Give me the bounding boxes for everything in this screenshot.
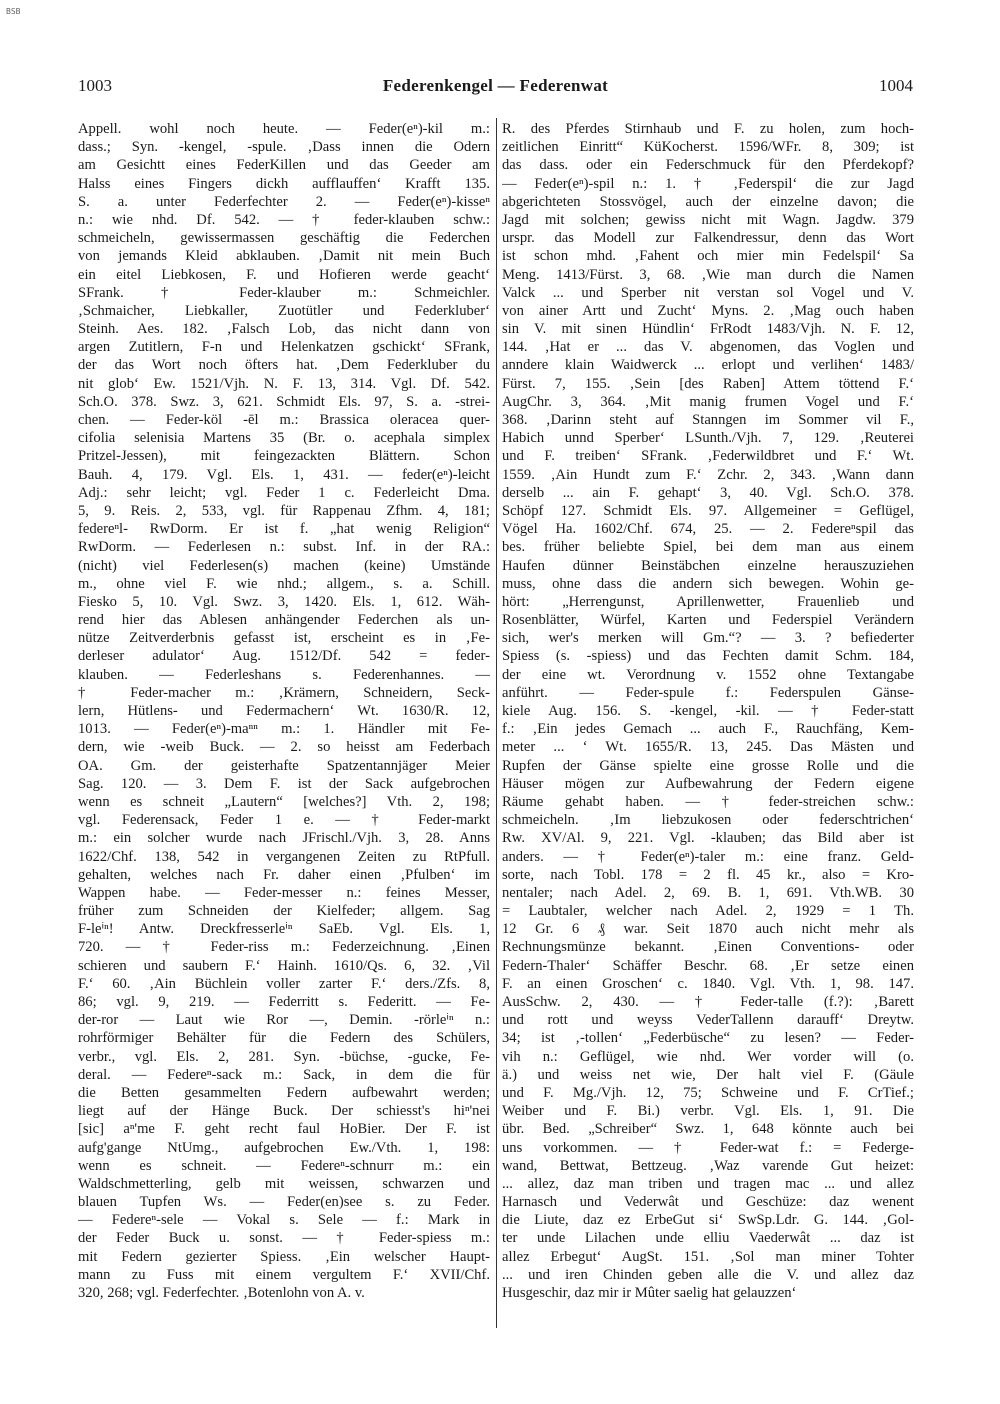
text-line: wand, Bettwat, Bettzeug. ‚Waz varende Gut heizet: — [502, 1157, 914, 1174]
text-line: Fiesko 5, 10. Vgl. Swz. 3, 1420. Els. 1, 612. Wäh- — [78, 593, 490, 610]
text-line: mann zu Fuss mit einem vergultem F.‘ XVII/Chf. — [78, 1266, 490, 1283]
text-line: m.: ein solcher wurde nach JFrischl./Vjh. 3, 28. Anns — [78, 830, 490, 847]
text-line: 1559. ‚Ain Hundt zum F.‘ Zchr. 2, 343. ‚Wann dann — [502, 466, 914, 483]
text-line: f.: ‚Ein jedes Gemach ... auch F., Rauchfäng, Kem- — [502, 721, 914, 738]
text-line: schmeicheln. ‚Im liebzukosen oder federschtrichen‘ — [502, 812, 914, 829]
text-line: ist schon mhd. ‚Fahent och mier min Fedelspil‘ Sa — [502, 248, 914, 265]
text-line: Schöpf 127. Schmidt Els. 97. Allgemeiner = Geflügel, — [502, 502, 914, 519]
text-line: hört: „Herrengunst, Aprillenwetter, Frauenlieb und — [502, 593, 914, 610]
text-line: der Feder Buck u. sonst. — † Feder-spiess m.: — [78, 1230, 490, 1247]
text-line: † Feder-macher m.: ‚Krämern, Schneidern, Seck- — [78, 684, 490, 701]
text-line: 320, 268; vgl. Federfechter. ‚Botenlohn von A. v. — [78, 1285, 365, 1301]
text-line: deral. — Federeⁿ-sack m.: Sack, in dem die für — [78, 1066, 490, 1083]
text-line: lern, Hütlens- und Federmachern‘ Wt. 1630/R. 12, — [78, 703, 490, 719]
page-header — [78, 76, 913, 98]
text-line: klauben. — Federleshans s. Federenhannes. — — [78, 666, 490, 683]
text-line: wenn es schneit. — Federeⁿ-schnurr m.: ein — [78, 1157, 490, 1174]
text-line: verbr., vgl. Els. 2, 281. Syn. -büchse, -gucke, Fe- — [78, 1048, 490, 1065]
text-line: gehalten, welches nach Fr. daher einen ‚Pfulben‘ im — [78, 866, 490, 883]
text-line: Häuser mögen zur Aufbewahrung der Federn eigene — [502, 775, 914, 792]
text-line: sorte, nach Tobl. 178 = 2 fl. 45 kr., also = Kro- — [502, 866, 914, 883]
text-line: F.‘ 60. ‚Ain Büchlein voller zarter F.‘ ders./Zfs. 8, — [78, 975, 490, 992]
text-line: blauen Tupfen Ws. — Feder(en)see s. zu Feder. — [78, 1194, 490, 1211]
text-line: R. des Pferdes Stirnhaub und F. zu holen, zum hoch- — [502, 121, 914, 137]
text-line: die Liute, daz ez ErbeGut si‘ SwSp.Ldr. G. 144. ‚Gol- — [502, 1212, 914, 1229]
page-title: Federenkengel — Federenwat — [382, 76, 609, 95]
text-line: rohrförmiger Behälter für die Federn des Schülers, — [78, 1030, 490, 1047]
text-line: Pritzel-Jessen), mit feingezackten Blättern. Schon — [78, 448, 490, 465]
text-line: nentaler; nach Adel. 2, 69. B. 1, 691. Vth.WB. 30 — [502, 884, 914, 901]
text-line: federeⁿl- RwDorm. Er ist f. „hat wenig Religion“ — [78, 521, 490, 538]
text-line: vih n.: Geflügel, wie nhd. Wer vorder will (o. — [502, 1048, 914, 1065]
text-line: wenn es schneit „Lautern“ [welches?] Vth. 2, 198; — [78, 793, 490, 810]
column-divider — [496, 118, 497, 1328]
text-line: Meng. 1413/Fürst. 3, 68. ‚Wie man durch die Namen — [502, 266, 914, 283]
text-line: (nicht) viel Federlesen(s) machen (keine) Umstände — [78, 557, 490, 574]
text-line: Valck ... und Sperber nit verstan sol Vogel und V. — [502, 284, 914, 301]
text-line: mit Federn gezierter Spiess. ‚Ein welscher Haupt- — [78, 1248, 490, 1265]
text-line: 34; ist ‚-tollen‘ „Federbüsche“ zu lesen? — Feder- — [502, 1030, 914, 1047]
text-line: Husgeschir, daz mir ir Mûter saelig hat gelauzzen‘ — [502, 1285, 797, 1301]
text-line: Räume gehabt haben. — † feder-streichen schw.: — [502, 793, 914, 810]
text-line: sich, wer's merken will Gm.“? — 3. ? befiederter — [502, 630, 914, 647]
text-line: m., ohne viel F. wie nhd.; allgem., s. a. Schill. — [78, 575, 490, 592]
text-line: Habich unnd Sperber‘ LSunth./Vjh. 7, 129. ‚Reuterei — [502, 430, 914, 447]
text-line: nit glob‘ Ew. 1521/Vjh. N. F. 13, 314. Vgl. Df. 542. — [78, 375, 490, 392]
text-line: anders. — † Feder(eⁿ)-taler m.: eine franz. Geld- — [502, 848, 914, 865]
text-line: Spiess (s. -spiess) und das Fechten damit Schm. 184, — [502, 648, 914, 665]
text-line: [sic] aⁿ'me F. geht recht faul HoBier. Der F. ist — [78, 1121, 490, 1138]
left-column — [78, 120, 490, 1302]
text-line: — Feder(eⁿ)-spil n.: 1. † ‚Federspil‘ die zur Jagd — [502, 175, 914, 192]
text-line: Wappen habe. — Feder-messer n.: feines Messer, — [78, 884, 490, 901]
right-column — [502, 120, 914, 1302]
text-line: der eine wt. Verordnung v. 1552 ohne Textangabe — [502, 666, 914, 683]
text-line: ‚Schmaicher, Liebkaller, Zuotütler und Federkluber‘ — [78, 302, 490, 319]
text-line: Federn-Thaler‘ Schäffer Beschr. 68. ‚Er setze einen — [502, 957, 914, 974]
text-line: 368. ‚Darinn steht auf Stanngen im Sommer vil F., — [502, 412, 914, 428]
text-line: RwDorm. — Federlesen n.: subst. Inf. in der RA.: — [78, 539, 490, 556]
text-line: 144. ‚Hat er ... das V. abgenomen, das Voglen und — [502, 339, 914, 356]
text-line: zeitlichen Einritt“ KüKocherst. 1596/WFr. 8, 309; ist — [502, 139, 914, 156]
text-line: Jagd mit solchen; gewiss nicht mit Wagn. Jagdw. 379 — [502, 211, 914, 228]
text-line: OA. Gm. der geisterhafte Spatzentannjäger Meier — [78, 757, 490, 774]
text-line: uns vorkommen. — † Feder-wat f.: = Federge- — [502, 1139, 914, 1156]
text-line: und F. treiben‘ SFrank. ‚Federwildbret und F.‘ Wt. — [502, 448, 914, 465]
text-line: F-leⁱⁿ! Antw. Dreckfresserleⁱⁿ SaEb. Vgl. Els. 1, — [78, 921, 490, 938]
text-line: cifolia selenisia Martens 35 (Br. o. acephala simplex — [78, 430, 490, 447]
text-line: derleser adulator‘ Aug. 1512/Df. 542 = feder- — [78, 648, 490, 665]
text-line: AugChr. 3, 364. ‚Mit manig frumen Vogel und F.‘ — [502, 393, 914, 410]
text-line: 86; vgl. 9, 219. — Federritt s. Federitt. — Fe- — [78, 994, 490, 1010]
text-line: 12 Gr. 6 ₰ war. Seit 1870 auch nicht mehr als — [502, 921, 914, 938]
text-line: Harnasch und Vederwât und Geschüze: daz wenent — [502, 1194, 914, 1211]
text-line: Sch.O. 378. Swz. 3, 621. Schmidt Els. 97, S. a. -strei- — [78, 393, 490, 410]
text-line: muss, ohne dass die andern sich bewegen. Wohin ge- — [502, 575, 914, 592]
text-line: ... allez, daz man triben und tragen mac ... und allez — [502, 1175, 914, 1192]
text-line: n.: wie nhd. Df. 542. — † feder-klauben schw.: — [78, 211, 490, 228]
text-line: S. a. unter Federfechter 2. — Feder(eⁿ)-kisseⁿ — [78, 193, 490, 210]
text-line: vgl. Federensack, Feder 1 e. — † Feder-markt — [78, 812, 490, 829]
library-mark: BSB — [6, 7, 21, 16]
text-line: argen Zutitlern, F-n und Helenkatzen gschickt‘ SFrank, — [78, 339, 490, 356]
text-line: ein eitel Liebkosen, F. und Hofieren werde geacht‘ — [78, 266, 490, 283]
text-line: Rw. XV/Al. 9, 221. Vgl. -klauben; das Bild aber ist — [502, 830, 914, 847]
text-line: ä.) und weiss net wie, Der halt viel F. (Gäule — [502, 1066, 914, 1083]
text-line: bes. früher beliebte Spiel, bei dem man aus einem — [502, 539, 914, 556]
text-line: Weiber und F. Bi.) verbr. Vgl. Els. 1, 91. Die — [502, 1103, 914, 1120]
text-line: meter ... ‘ Wt. 1655/R. 13, 245. Das Mästen und — [502, 739, 914, 756]
text-line: kiele Aug. 156. S. -kengel, -kil. — † Feder-statt — [502, 703, 914, 719]
text-line: Vögel Ha. 1602/Chf. 674, 25. — 2. Federeⁿspil das — [502, 521, 914, 538]
text-line: aufg'gange NtUmg., aufgebrochen Ew./Vth. 1, 198: — [78, 1139, 490, 1156]
text-line: anndere klain Waidwerck ... erlopt und verlihen‘ 1483/ — [502, 357, 914, 374]
text-line: sin V. mit sinen Hündlin‘ FrRodt 1483/Vjh. N. F. 12, — [502, 321, 914, 338]
text-line: Sag. 120. — 3. Dem F. ist der Sack aufgebrochen — [78, 775, 490, 792]
text-line: = Laubtaler, welcher nach Adel. 2, 1929 = 1 Th. — [502, 903, 914, 920]
text-line: die Betten gesammelten Federn aufbewahrt werden; — [78, 1084, 490, 1101]
text-line: 1013. — Feder(eⁿ)-maⁿⁿ m.: 1. Händler mit Fe- — [78, 721, 490, 738]
text-line: Rosenblätter, Würfel, Karten und Federspiel Verändern — [502, 612, 914, 629]
text-line: Waldschmetterling, gelb mit weissen, schwarzen und — [78, 1175, 490, 1192]
text-line: Bauh. 4, 179. Vgl. Els. 1, 431. — feder(eⁿ)-leicht — [78, 466, 490, 483]
text-line: der das Wort noch öfters hat. ‚Dem Federkluber du — [78, 357, 490, 374]
text-line: Steinh. Aes. 182. ‚Falsch Lob, das nicht dann von — [78, 321, 490, 338]
text-line: Haufen dünner Beinstäbchen einzelne herauszuziehen — [502, 557, 914, 574]
text-line: übr. Bed. „Schreiber“ Swz. 1, 648 könnte auch bei — [502, 1121, 914, 1138]
text-line: nütze Zeitverderbnis gefasst ist, erscheint es in ‚Fe- — [78, 630, 490, 647]
text-line: und F. Mg./Vjh. 12, 75; Schweine und F. CrTief.; — [502, 1084, 914, 1101]
text-line: SFrank. † Feder-klauber m.: Schmeichler. — [78, 284, 490, 301]
page-number-right: 1004 — [879, 76, 913, 95]
text-line: Rechnungsmünze bekannt. ‚Einen Conventions- oder — [502, 939, 914, 956]
text-line: Appell. wohl noch heute. — Feder(eⁿ)-kil m.: — [78, 121, 490, 137]
text-line: AusSchw. 2, 430. — † Feder-talle (f.?): ‚Barett — [502, 994, 914, 1010]
text-line: von ainer Artt und Zucht‘ Myns. 2. ‚Mag ouch haben — [502, 302, 914, 319]
text-line: Rupfen der Gänse spielte eine grosse Rolle und die — [502, 757, 914, 774]
text-line: der-ror — Laut wie Ror —, Demin. -rörleⁱⁿ n.: — [78, 1012, 490, 1029]
text-line: Halss eines Fingers dickh aufflauffen‘ Krafft 135. — [78, 175, 490, 192]
text-line: das dass. oder ein Federschmuck für den Pferdekopf? — [502, 157, 914, 174]
text-line: derselb ... ain F. gehapt‘ 3, 40. Vgl. Sch.O. 378. — [502, 484, 914, 501]
text-line: liegt auf der Hänge Buck. Der schiesst's hiⁿ'nei — [78, 1103, 490, 1120]
text-line: abgerichteten Stossvögel, auch der einzelne davon; die — [502, 193, 914, 210]
text-line: 1622/Chf. 138, 542 in vergangenen Zeiten zu RtPfull. — [78, 848, 490, 865]
text-line: von jemands Kleid abklauben. ‚Damit nit mein Buch — [78, 248, 490, 265]
text-line: ter unde Lilachen unde elliu Vaederwât ... daz ist — [502, 1230, 914, 1247]
text-line: am Gesichtt eines FederKillen und das Geeder am — [78, 157, 490, 174]
text-line: früher zum Schneiden der Kielfeder; allgem. Sag — [78, 903, 490, 920]
text-line: anführt. — Feder-spule f.: Federspulen Gänse- — [502, 684, 914, 701]
text-line: 720. — † Feder-riss m.: Federzeichnung. ‚Einen — [78, 939, 490, 956]
text-line: Adj.: sehr leicht; vgl. Feder 1 c. Federleicht Dma. — [78, 484, 490, 501]
text-line: chen. — Feder-köl -ēl m.: Brassica oleracea quer- — [78, 412, 490, 428]
text-line: rend hier das Ablesen anhängender Federchen als un- — [78, 612, 490, 629]
text-line: dern, wie -weib Buck. — 2. so heisst am Federbach — [78, 739, 490, 756]
text-line: allez Erbegut‘ AugSt. 151. ‚Sol man miner Tohter — [502, 1248, 914, 1265]
text-line: schieren und saubern F.‘ Hainh. 1610/Qs. 6, 32. ‚Vil — [78, 957, 490, 974]
text-line: — Federeⁿ-sele — Vokal s. Sele — f.: Mark in — [78, 1212, 490, 1229]
text-line: Fürst. 7, 155. ‚Sein [des Raben] Attem töttend F.‘ — [502, 375, 914, 392]
text-line: dass.; Syn. -kengel, -spule. ‚Dass innen die Odern — [78, 139, 490, 156]
text-line: 5, 9. Reis. 2, 533, vgl. für Rappenau Zfhm. 4, 181; — [78, 502, 490, 519]
text-line: F. an einen Groschen‘ c. 1840. Vgl. Vth. 1, 98. 147. — [502, 975, 914, 992]
page-number-left: 1003 — [78, 76, 112, 95]
text-line: schmeicheln, gewissermassen geschäftig die Federchen — [78, 230, 490, 247]
text-line: urspr. das Modell zur Falkendressur, denn das Wort — [502, 230, 914, 247]
text-line: und rott und weyss VederTallenn darauff‘ Dreytw. — [502, 1012, 914, 1029]
text-line: ... und iren Chinden geben alle die V. und allez daz — [502, 1266, 914, 1283]
